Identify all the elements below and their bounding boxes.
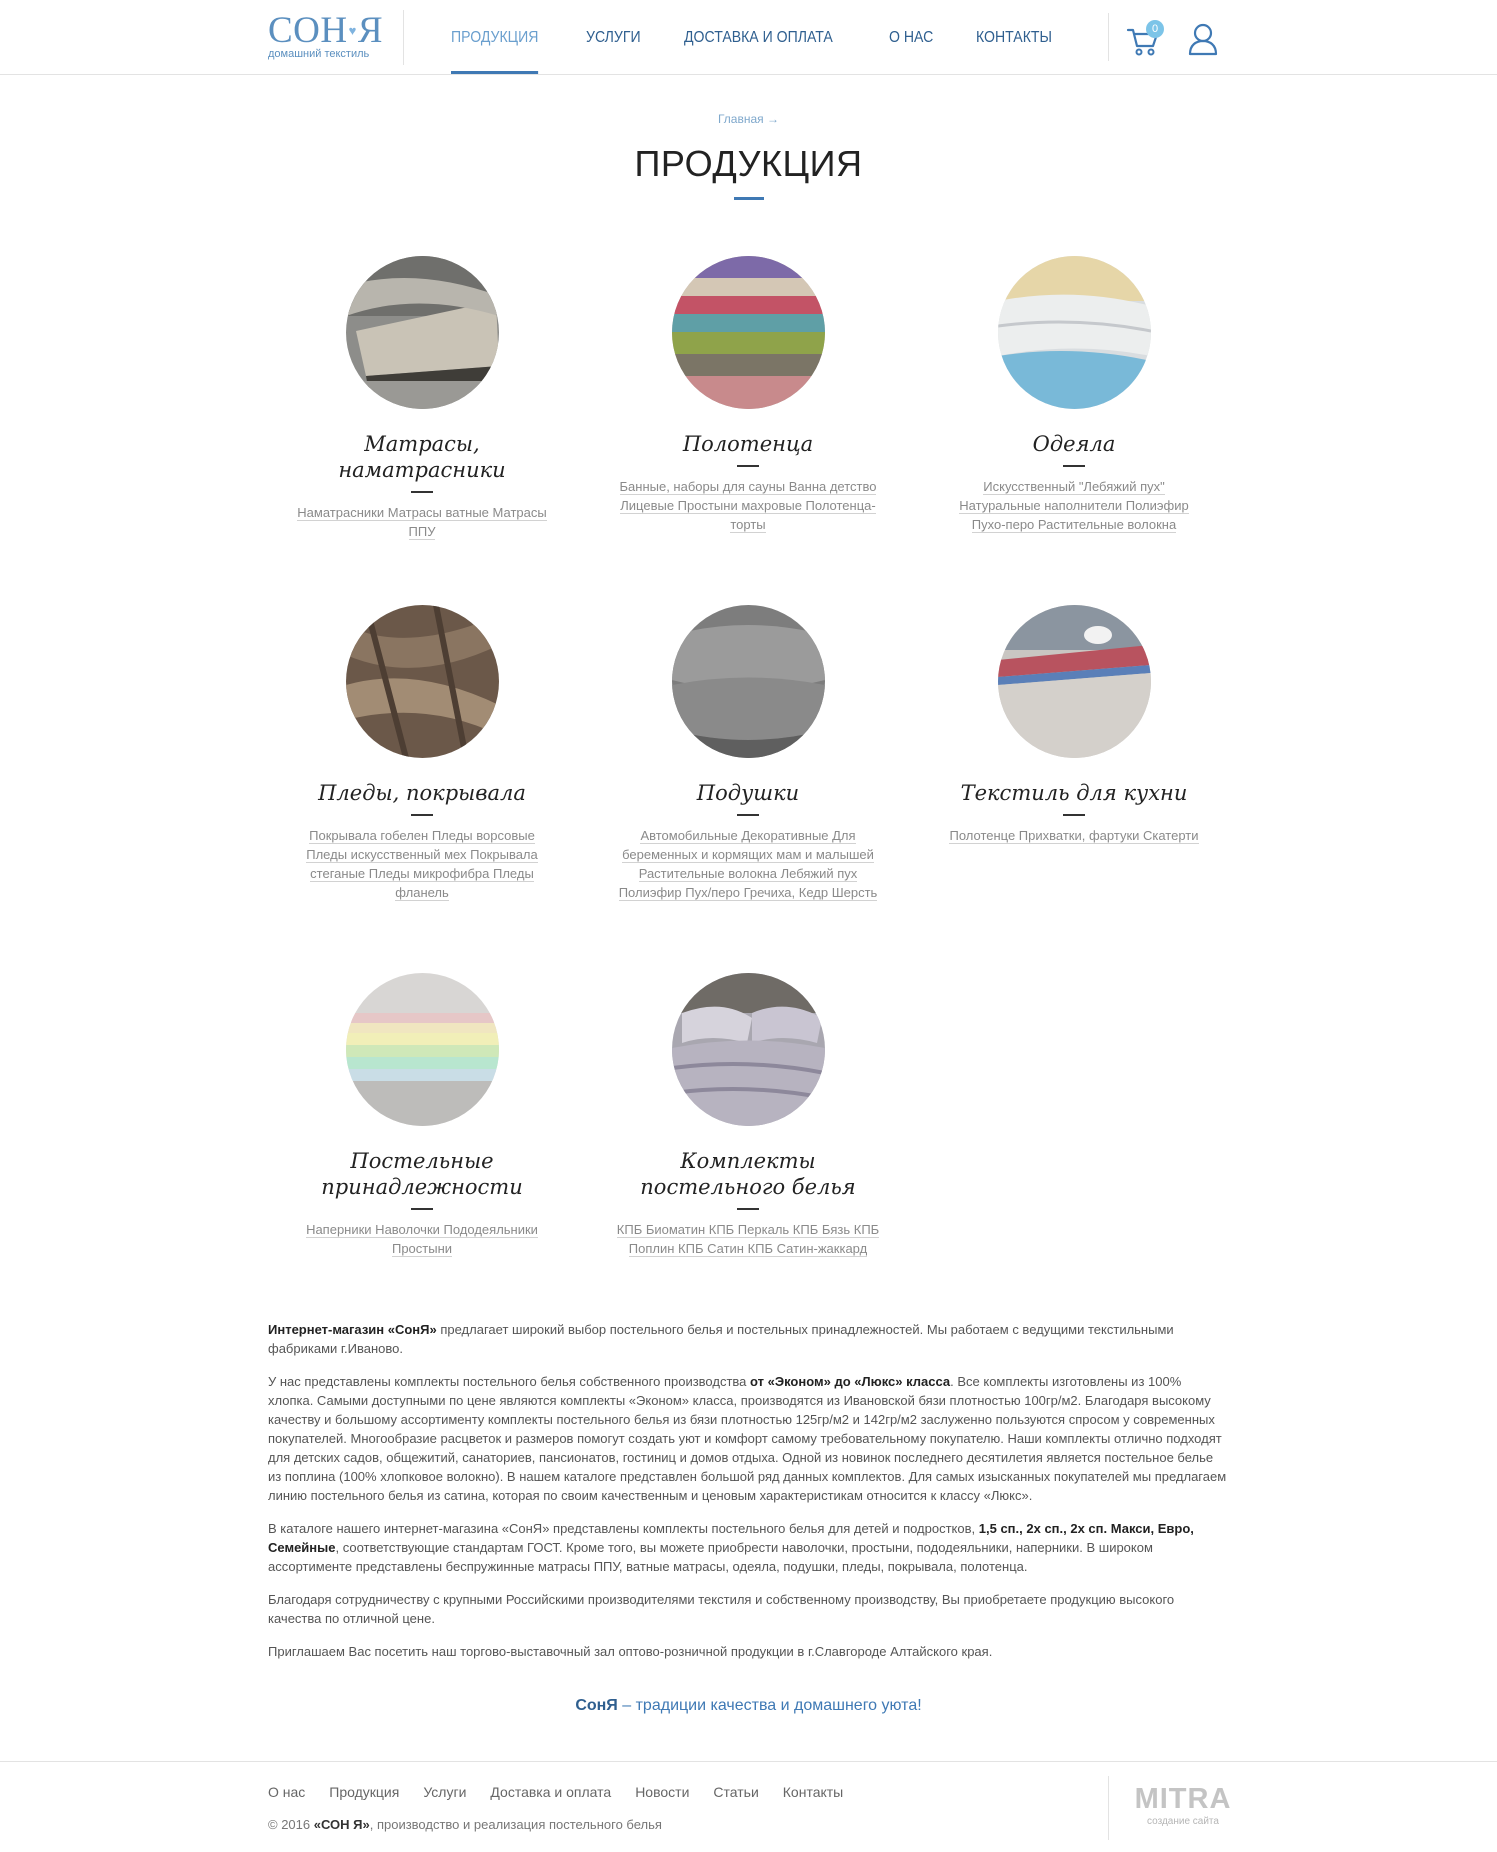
category-links[interactable]: КПБ Биоматин КПБ Перкаль КПБ Бязь КПБ Поплин КПБ Сатин КПБ Сатин-жаккард <box>616 1222 880 1256</box>
category-divider <box>737 465 759 467</box>
category-divider <box>737 1208 759 1210</box>
site-logo[interactable] <box>268 12 396 66</box>
category-image[interactable] <box>998 256 1151 409</box>
category-divider <box>737 814 759 816</box>
category-blankets[interactable] <box>934 256 1214 534</box>
category-links[interactable]: Наматрасники Матрасы ватные Матрасы ППУ <box>297 505 547 539</box>
category-title[interactable]: Одеяла <box>1032 432 1116 456</box>
category-links[interactable]: Покрывала гобелен Пледы ворсовые Пледы искусственный мех Покрывала стеганые Пледы микрофибра Пледы фланель <box>306 828 538 900</box>
desc-paragraph: Приглашаем Вас посетить наш торгово-выставочный зал оптово-розничной продукции в г.Славгороде Алтайского края. <box>268 1644 993 1659</box>
logo-text-right: Я <box>357 10 384 51</box>
logo-text-left: СОН <box>268 10 348 51</box>
category-towels[interactable] <box>608 256 888 534</box>
main-nav <box>451 0 1098 74</box>
header-divider-right <box>1108 13 1109 61</box>
category-pillows[interactable] <box>608 605 888 902</box>
seo-description <box>268 1320 1228 1675</box>
category-image[interactable] <box>346 605 499 758</box>
category-image[interactable] <box>672 605 825 758</box>
nav-contacts[interactable]: КОНТАКТЫ <box>975 29 1052 46</box>
nav-services[interactable]: УСЛУГИ <box>586 29 641 46</box>
kitchen-textile-image <box>998 605 1151 758</box>
copyright: © 2016 «СОН Я», производство и реализация постельного белья <box>268 1817 662 1832</box>
category-links[interactable]: Искусственный "Лебяжий пух" Натуральные наполнители Полиэфир Пухо-перо Растительные волокна <box>959 479 1189 532</box>
category-mattresses[interactable] <box>282 256 562 541</box>
site-header <box>0 0 1497 75</box>
bedding-accessories-image <box>346 973 499 1126</box>
breadcrumb[interactable] <box>0 112 1497 126</box>
category-bedding-accessories[interactable] <box>282 973 562 1258</box>
footer-link-delivery[interactable]: Доставка и оплата <box>490 1784 612 1800</box>
bed-linen-image <box>672 973 825 1126</box>
plaids-image <box>346 605 499 758</box>
category-links[interactable]: Банные, наборы для сауны Ванна детство Лицевые Простыни махровые Полотенца-торты <box>619 479 877 532</box>
tagline: СонЯ – традиции качества и домашнего уюта! <box>575 1697 922 1714</box>
heart-icon: ♥ <box>348 23 357 38</box>
category-image[interactable] <box>672 973 825 1126</box>
category-title[interactable]: Постельные принадлежности <box>321 1149 523 1199</box>
desc-paragraph: Благодаря сотрудничеству с крупными Российскими производителями текстиля и собственному производству, Вы приобретаете продукцию высокого качества по отличной цене. <box>268 1592 1175 1626</box>
pillows-image <box>672 605 825 758</box>
blankets-image <box>998 256 1151 409</box>
category-image[interactable] <box>998 605 1151 758</box>
category-image[interactable] <box>346 973 499 1126</box>
footer-link-services[interactable]: Услуги <box>423 1784 467 1800</box>
user-icon[interactable] <box>1188 22 1218 56</box>
category-plaids[interactable] <box>282 605 562 902</box>
category-links[interactable]: Автомобильные Декоративные Для беременных и кормящих мам и малышей Растительные волокна Лебяжий пух Полиэфир Пух/перо Гречиха, Кедр Шерсть <box>618 828 878 900</box>
towels-image <box>672 256 825 409</box>
category-kitchen-textile[interactable] <box>934 605 1214 845</box>
footer-vertical-divider <box>1108 1776 1109 1840</box>
category-title[interactable]: Пледы, покрывала <box>318 781 526 805</box>
breadcrumb-home[interactable]: Главная → <box>717 112 779 126</box>
category-divider <box>411 1208 433 1210</box>
desc-paragraph: В каталоге нашего интернет-магазина «СонЯ» представлены комплекты постельного белья для детей и подростков, 1,5 сп., 2х сп., 2х сп. Макси, Евро, Семейные, соответствующие стандартам ГОСТ. Кроме того, вы можете приобрести наволочки, простыни, пододеяльники, наперники. В широком ассортименте представлены беспружинные матрасы ППУ, ватные матрасы, одеяла, подушки, пледы, покрывала, полотенца. <box>268 1521 1194 1574</box>
category-divider <box>411 491 433 493</box>
category-bed-linen-sets[interactable] <box>608 973 888 1258</box>
title-underline <box>734 197 764 200</box>
category-image[interactable] <box>346 256 499 409</box>
footer-link-articles[interactable]: Статьи <box>713 1784 759 1800</box>
desc-paragraph: У нас представлены комплекты постельного белья собственного производства от «Эконом» до «Люкс» класса. Все комплекты изготовлены из 100% хлопка. Самыми доступными по цене являются комплекты «Эконом» класса, производятся из Ивановской бязи плотностью 100гр/м2. Благодаря высокому качеству и большому ассортименту комплекты постельного белья из бязи плотностью 125гр/м2 и 142гр/м2 заслуженно пользуются спросом у современных покупателей. Многообразие расцветок и размеров помогут создать уют и комфорт самому требовательному покупателю. Наши комплекты отлично подходят для детских садов, общежитий, санаториев, пансионатов, гостиниц и домов отдыха. Одной из новинок последнего десятилетия является постельное белье из поплина (100% хлопковое волокно). В нашем каталоге представлен большой ряд данных комплектов. Для самых изысканных покупателей мы предлагаем линию постельного белья из сатина, которая по своим качественным и ценовым характеристикам относится к классу «Люкс». <box>268 1374 1227 1503</box>
category-title[interactable]: Матрасы, наматрасники <box>338 432 506 482</box>
category-links[interactable]: Наперники Наволочки Пододеяльники Простыни <box>306 1222 538 1256</box>
nav-products[interactable]: ПРОДУКЦИЯ <box>451 0 538 74</box>
category-title[interactable]: Комплекты постельного белья <box>640 1149 856 1199</box>
footer-nav <box>268 1784 867 1800</box>
nav-about[interactable]: О НАС <box>889 29 934 46</box>
category-divider <box>411 814 433 816</box>
developer-logo[interactable] <box>1128 1784 1238 1827</box>
desc-paragraph: Интернет-магазин «СонЯ» предлагает широкий выбор постельного белья и постельных принадлежностей. Мы работаем с ведущими текстильными фабриками г.Иваново. <box>268 1322 1174 1356</box>
category-title[interactable]: Подушки <box>696 781 800 805</box>
category-links[interactable]: Полотенце Прихватки, фартуки Скатерти <box>949 828 1199 843</box>
mitra-caption: создание сайта <box>1147 1816 1219 1827</box>
footer-link-about[interactable]: О нас <box>268 1784 306 1800</box>
logo-tagline: домашний текстиль <box>268 48 370 60</box>
footer-divider <box>0 1761 1497 1762</box>
cart-count-badge[interactable]: 0 <box>1146 20 1164 38</box>
footer-link-products[interactable]: Продукция <box>329 1784 400 1800</box>
footer-link-contacts[interactable]: Контакты <box>782 1784 844 1800</box>
page-title: ПРОДУКЦИЯ <box>634 143 863 184</box>
mitra-logo[interactable]: MITRA <box>1134 1783 1232 1815</box>
header-divider <box>403 10 404 65</box>
nav-delivery[interactable]: ДОСТАВКА И ОПЛАТА <box>684 29 834 46</box>
category-divider <box>1063 814 1085 816</box>
footer-link-news[interactable]: Новости <box>635 1784 690 1800</box>
category-title[interactable]: Текстиль для кухни <box>960 781 1188 805</box>
mattress-image <box>346 256 499 409</box>
category-image[interactable] <box>672 256 825 409</box>
category-title[interactable]: Полотенца <box>682 432 814 456</box>
category-divider <box>1063 465 1085 467</box>
